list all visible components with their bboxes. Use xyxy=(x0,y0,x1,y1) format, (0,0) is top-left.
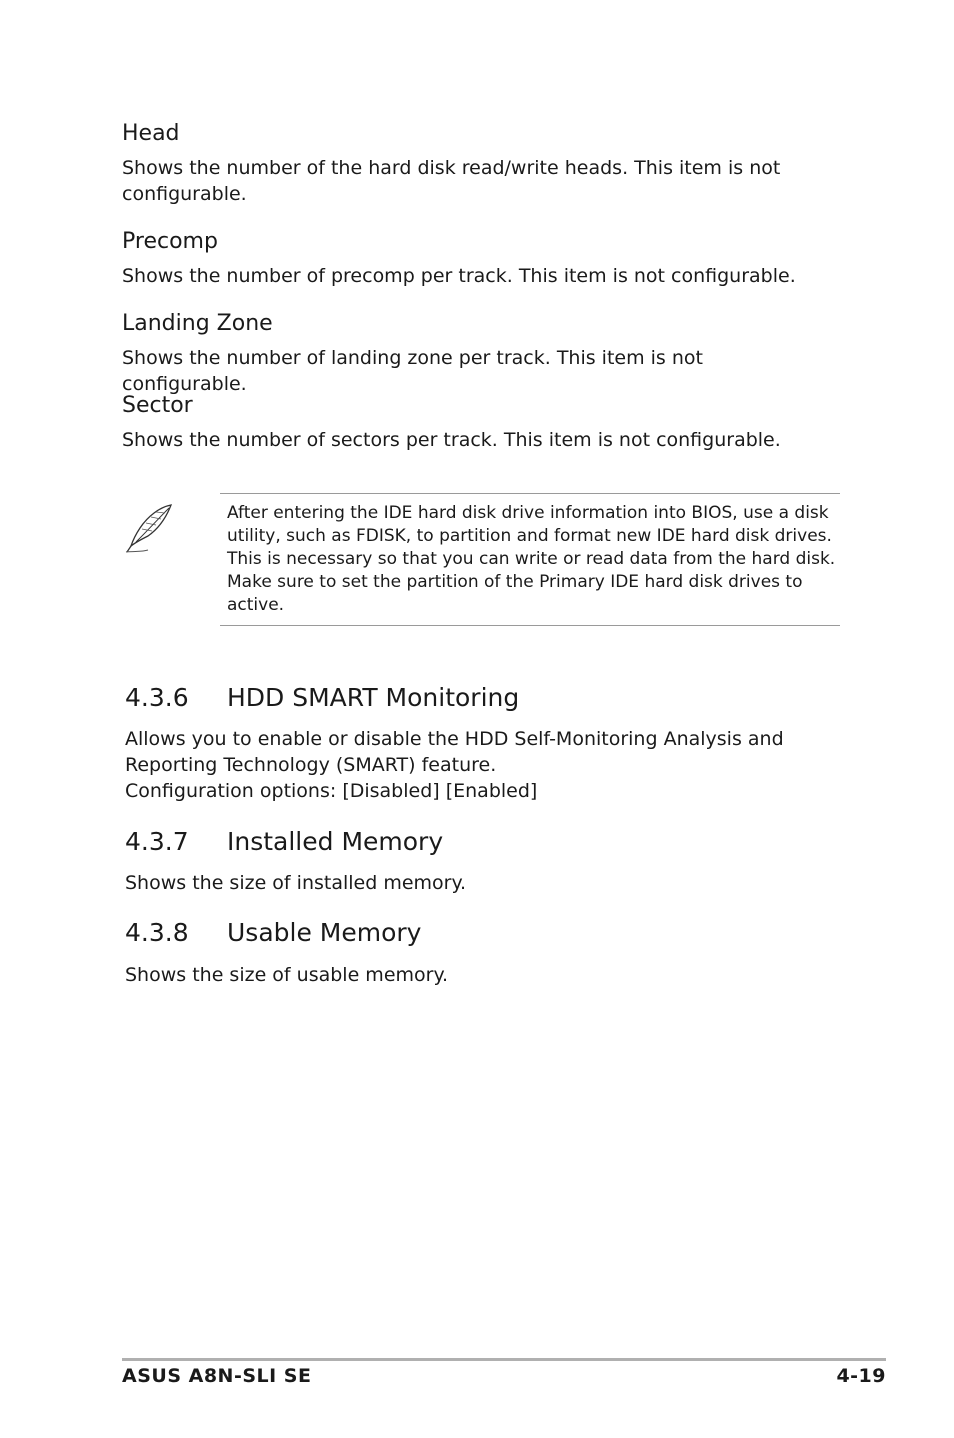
footer-page-number: 4-19 xyxy=(836,1365,886,1387)
item-text-precomp: Shows the number of precomp per track. This item is not configurable. xyxy=(122,265,796,287)
note-top-rule xyxy=(220,493,840,494)
note-text: After entering the IDE hard disk drive information into BIOS, use a disk utility, such as FDISK, to partition and format new IDE hard disk drives. This is necessary so that you can write or read data from the hard disk. Make sure to set the partition of the Primary IDE hard disk drives to active. xyxy=(227,503,836,615)
section-text-usable-memory: Shows the size of usable memory. xyxy=(125,964,449,986)
item-text-head: Shows the number of the hard disk read/write heads. This item is not configurable. xyxy=(122,157,781,205)
section-heading-installed-memory xyxy=(125,827,443,857)
item-title-head: Head xyxy=(122,121,180,146)
section-title: Usable Memory xyxy=(227,918,422,947)
section-title: HDD SMART Monitoring xyxy=(227,683,520,712)
section-options: Configuration options: [Disabled] [Enabled] xyxy=(125,780,538,802)
section-number: 4.3.6 xyxy=(125,683,189,712)
section-title: Installed Memory xyxy=(227,827,444,856)
footer-rule xyxy=(122,1358,886,1361)
item-text-landing-zone: Shows the number of landing zone per track. This item is not configurable. xyxy=(122,347,703,395)
section-heading-hdd-smart xyxy=(125,683,519,713)
section-heading-usable-memory xyxy=(125,918,421,948)
item-title-sector: Sector xyxy=(122,393,193,418)
section-description: Allows you to enable or disable the HDD Self-Monitoring Analysis and Reporting Technology (SMART) feature. xyxy=(125,728,784,776)
section-number: 4.3.8 xyxy=(125,918,189,947)
item-title-precomp: Precomp xyxy=(122,229,218,254)
section-text-hdd-smart xyxy=(125,726,825,804)
note-bottom-rule xyxy=(220,625,840,626)
section-text-installed-memory: Shows the size of installed memory. xyxy=(125,872,467,894)
quill-pen-icon xyxy=(124,502,174,554)
item-text-sector: Shows the number of sectors per track. This item is not configurable. xyxy=(122,429,781,451)
footer-product-name: ASUS A8N-SLI SE xyxy=(122,1365,312,1387)
item-title-landing-zone: Landing Zone xyxy=(122,311,273,336)
section-number: 4.3.7 xyxy=(125,827,189,856)
